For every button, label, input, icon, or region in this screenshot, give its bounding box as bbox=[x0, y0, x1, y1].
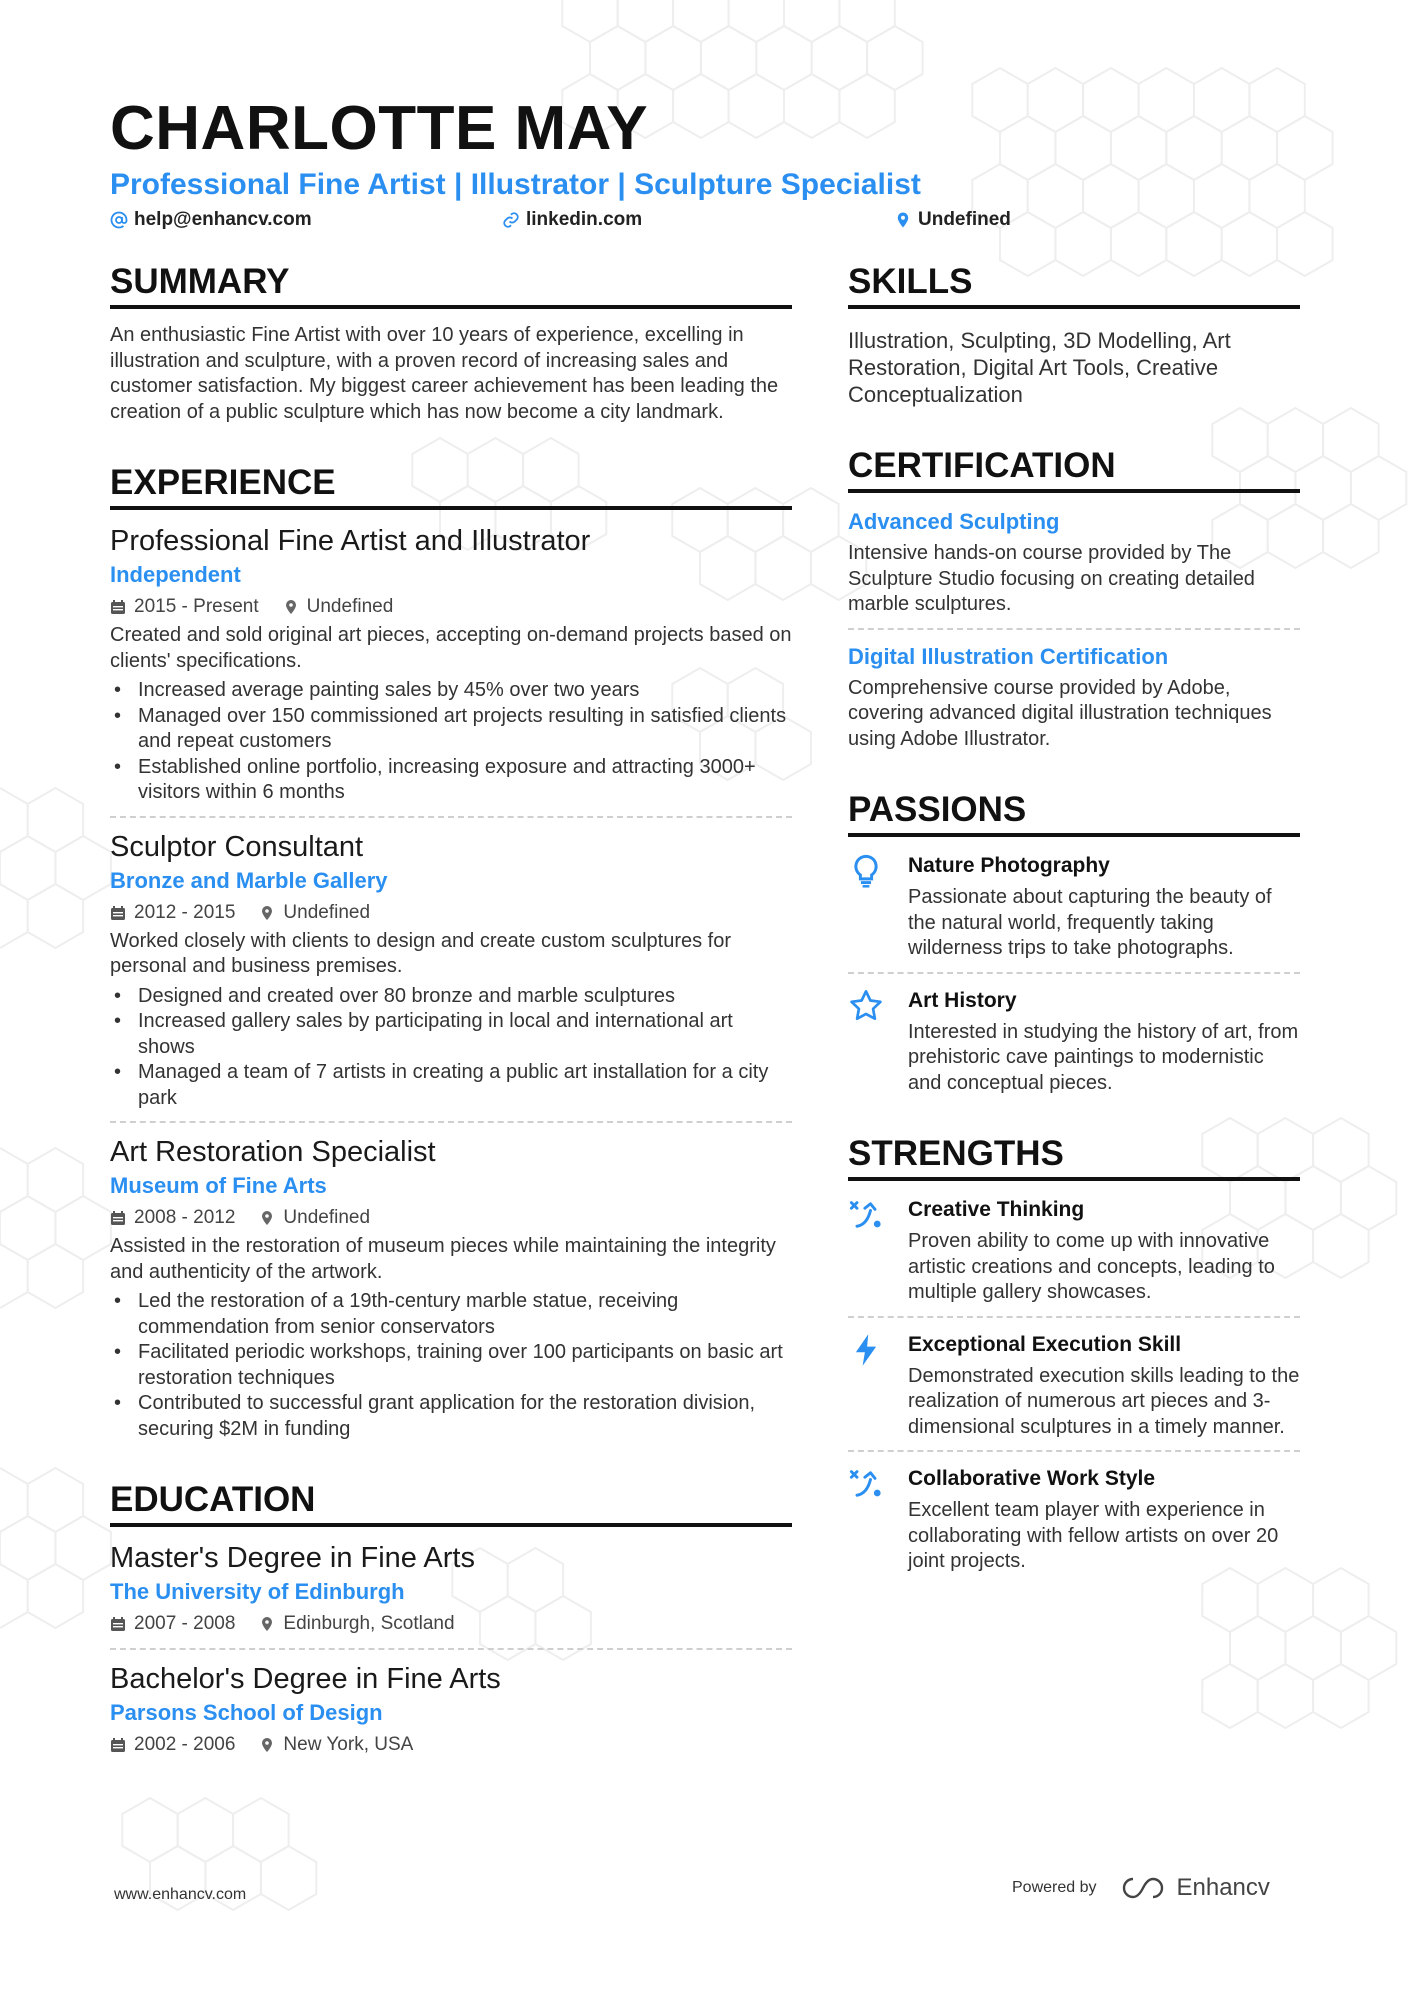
passion-description: Passionate about capturing the beauty of the natural world, frequently taking wilderness trips to take photographs. bbox=[908, 886, 1272, 959]
job-description: Assisted in the restoration of museum pieces while maintaining the integrity and authenticity of the artwork. bbox=[110, 1235, 776, 1283]
passion-name: Nature Photography bbox=[908, 854, 1110, 877]
left-column bbox=[110, 264, 792, 1799]
star-icon bbox=[848, 988, 884, 1024]
certification-description: Comprehensive course provided by Adobe, covering advanced digital illustration techniques using Adobe Illustrator. bbox=[848, 676, 1272, 750]
bullet-item: • Increased average painting sales by 45% over two years bbox=[110, 678, 792, 704]
calendar-icon bbox=[110, 599, 126, 615]
bullet-item: • Contributed to successful grant application for the restoration division, securing $2M in funding bbox=[110, 1391, 792, 1442]
job-dates: 2012 - 2015 bbox=[134, 901, 236, 923]
education-location: Edinburgh, Scotland bbox=[283, 1613, 455, 1634]
divider bbox=[110, 816, 792, 818]
job-company: Independent bbox=[110, 562, 241, 587]
job-location: Undefined bbox=[283, 901, 371, 923]
passion-description: Interested in studying the history of art, from prehistoric cave paintings to modernistic and conceptual pieces. bbox=[908, 1020, 1299, 1094]
passion-item bbox=[848, 851, 1300, 962]
job-dates: 2008 - 2012 bbox=[134, 1207, 236, 1228]
map-pin-icon bbox=[259, 905, 275, 921]
strength-item bbox=[848, 1464, 1300, 1575]
footer-website[interactable]: www.enhancv.com bbox=[114, 1886, 247, 1903]
candidate-headline: Professional Fine Artist | Illustrator | Sculpture Specialist bbox=[110, 168, 921, 201]
summary-heading: SUMMARY bbox=[110, 264, 792, 309]
certification-item bbox=[848, 507, 1300, 618]
education-entry bbox=[110, 1662, 792, 1759]
certification-name: Advanced Sculpting bbox=[848, 509, 1060, 534]
lightning-icon bbox=[848, 1332, 884, 1368]
job-company: Museum of Fine Arts bbox=[110, 1173, 327, 1198]
bullet-item: • Established online portfolio, increasing exposure and attracting 3000+ visitors within 6 months bbox=[110, 755, 792, 806]
map-pin-icon bbox=[259, 1616, 275, 1632]
passion-name: Art History bbox=[908, 988, 1017, 1012]
divider bbox=[110, 1648, 792, 1650]
map-pin-icon bbox=[259, 1737, 275, 1753]
strengths-heading: STRENGTHS bbox=[848, 1136, 1300, 1181]
divider bbox=[848, 1450, 1300, 1452]
job-description: Created and sold original art pieces, accepting on-demand projects based on clients' specifications. bbox=[110, 624, 792, 672]
education-dates: 2002 - 2006 bbox=[134, 1734, 236, 1755]
summary-section bbox=[110, 264, 792, 425]
bullet-item: • Increased gallery sales by participating in local and international art shows bbox=[110, 1009, 792, 1060]
strength-name: Exceptional Execution Skill bbox=[908, 1332, 1182, 1356]
calendar-icon bbox=[110, 905, 126, 921]
strength-description: Proven ability to come up with innovative artistic creations and concepts, leading to multiple gallery showcases. bbox=[908, 1230, 1275, 1303]
school-name: The University of Edinburgh bbox=[110, 1579, 405, 1604]
job-title: Art Restoration Specialist bbox=[110, 1136, 436, 1168]
job-dates: 2015 - Present bbox=[134, 596, 259, 617]
strengths-section bbox=[848, 1136, 1300, 1575]
summary-text: An enthusiastic Fine Artist with over 10 years of experience, excelling in illustration and sculpture, with a proven record of increasing sales and customer satisfaction. My biggest career achievement has been leading the creation of a public sculpture which has now become a city landmark. bbox=[110, 324, 779, 423]
job-entry bbox=[110, 830, 792, 1112]
linkedin-text: linkedin.com bbox=[526, 209, 643, 230]
candidate-name: CHARLOTTE MAY bbox=[110, 94, 649, 163]
location-text: Undefined bbox=[918, 209, 1011, 230]
bullet-item: • Facilitated periodic workshops, training over 100 participants on basic art restoration techniques bbox=[110, 1340, 792, 1391]
bullet-item: • Managed a team of 7 artists in creating a public art installation for a city park bbox=[110, 1060, 792, 1111]
certification-item bbox=[848, 642, 1300, 753]
job-meta bbox=[110, 1204, 792, 1232]
passions-heading: PASSIONS bbox=[848, 792, 1300, 837]
job-description: Worked closely with clients to design and create custom sculptures for personal and business premises. bbox=[110, 929, 732, 977]
divider bbox=[848, 1316, 1300, 1318]
contact-email[interactable] bbox=[110, 208, 312, 232]
job-location: Undefined bbox=[306, 596, 394, 617]
divider bbox=[110, 1121, 792, 1123]
divider bbox=[848, 628, 1300, 630]
calendar-icon bbox=[110, 1737, 126, 1753]
bullet-item: • Led the restoration of a 19th-century marble statue, receiving commendation from senior conservators bbox=[110, 1289, 792, 1340]
email-text: help@enhancv.com bbox=[134, 209, 312, 230]
experience-section bbox=[110, 465, 792, 1442]
job-location: Undefined bbox=[283, 1207, 371, 1228]
lightbulb-icon bbox=[848, 853, 884, 889]
experience-heading: EXPERIENCE bbox=[110, 465, 792, 510]
certification-heading: CERTIFICATION bbox=[848, 448, 1300, 493]
education-entry bbox=[110, 1541, 792, 1638]
job-company: Bronze and Marble Gallery bbox=[110, 867, 388, 893]
job-title: Sculptor Consultant bbox=[110, 830, 364, 863]
calendar-icon bbox=[110, 1210, 126, 1226]
contact-location bbox=[894, 208, 1011, 232]
education-section bbox=[110, 1482, 792, 1759]
enhancv-logo-icon bbox=[1119, 1875, 1167, 1901]
enhancv-logo bbox=[1119, 1874, 1270, 1902]
calendar-icon bbox=[110, 1616, 126, 1632]
job-bullets bbox=[110, 1289, 792, 1442]
contact-linkedin[interactable] bbox=[502, 208, 642, 232]
job-entry bbox=[110, 1135, 792, 1442]
education-meta bbox=[110, 1610, 792, 1638]
job-meta bbox=[110, 593, 792, 621]
footer-powered-by[interactable] bbox=[1012, 1874, 1270, 1902]
link-icon bbox=[502, 211, 520, 229]
bullet-item: • Managed over 150 commissioned art projects resulting in satisfied clients and repeat customers bbox=[110, 704, 792, 755]
education-heading: EDUCATION bbox=[110, 1482, 792, 1527]
skills-heading: SKILLS bbox=[848, 264, 1300, 309]
education-dates: 2007 - 2008 bbox=[134, 1613, 236, 1634]
map-pin-icon bbox=[283, 599, 299, 615]
passions-section bbox=[848, 792, 1300, 1096]
bullet-item: • Designed and created over 80 bronze and marble sculptures bbox=[110, 984, 792, 1010]
map-pin-icon bbox=[259, 1210, 275, 1226]
skills-section bbox=[848, 264, 1300, 408]
job-bullets bbox=[110, 984, 792, 1112]
map-pin-icon bbox=[894, 211, 912, 229]
certification-section bbox=[848, 448, 1300, 752]
degree-title: Master's Degree in Fine Arts bbox=[110, 1542, 475, 1574]
education-location: New York, USA bbox=[283, 1734, 414, 1755]
passion-item bbox=[848, 986, 1300, 1097]
strategy-icon bbox=[848, 1197, 884, 1233]
strength-name: Creative Thinking bbox=[908, 1198, 1085, 1221]
right-column bbox=[848, 264, 1300, 1615]
brand-name: Enhancv bbox=[1176, 1874, 1270, 1901]
strength-description: Excellent team player with experience in collaborating with fellow artists on over 20 joint projects. bbox=[908, 1499, 1279, 1572]
certification-name: Digital Illustration Certification bbox=[848, 643, 1169, 669]
job-bullets bbox=[110, 678, 792, 806]
strength-name: Collaborative Work Style bbox=[908, 1467, 1156, 1490]
job-meta bbox=[110, 899, 792, 927]
strategy-icon bbox=[848, 1466, 884, 1502]
education-meta bbox=[110, 1731, 792, 1759]
strength-item bbox=[848, 1330, 1300, 1441]
school-name: Parsons School of Design bbox=[110, 1700, 383, 1725]
strength-description: Demonstrated execution skills leading to the realization of numerous art pieces and 3-dimensional sculptures in a timely manner. bbox=[908, 1364, 1300, 1438]
at-icon bbox=[110, 211, 128, 229]
degree-title: Bachelor's Degree in Fine Arts bbox=[110, 1663, 501, 1695]
job-title: Professional Fine Artist and Illustrator bbox=[110, 525, 591, 557]
strength-item bbox=[848, 1195, 1300, 1306]
divider bbox=[848, 972, 1300, 974]
skills-text: Illustration, Sculpting, 3D Modelling, Art Restoration, Digital Art Tools, Creative Conceptualization bbox=[848, 328, 1231, 407]
powered-by-label: Powered by bbox=[1012, 1879, 1097, 1896]
job-entry bbox=[110, 524, 792, 806]
certification-description: Intensive hands-on course provided by The Sculpture Studio focusing on creating detailed marble sculptures. bbox=[848, 542, 1255, 615]
